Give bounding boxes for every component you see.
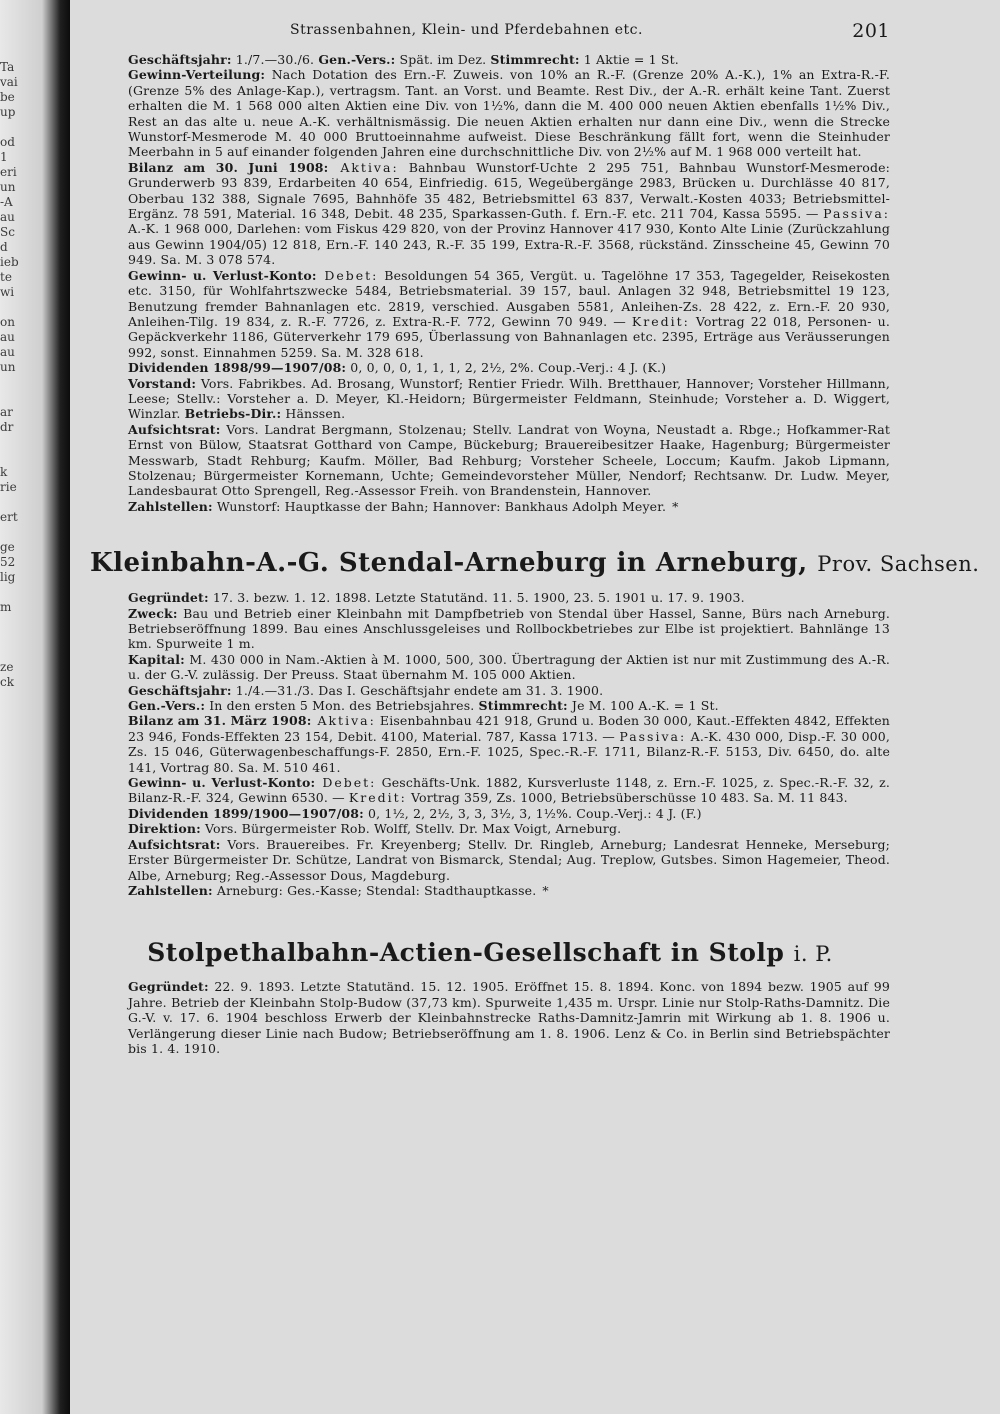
entry-text: 1 Aktie = 1 St. <box>579 52 679 67</box>
entry-paragraph <box>128 606 890 652</box>
entry-label: Zweck: <box>128 605 178 621</box>
margin-fragment: lig <box>0 570 16 584</box>
entry-paragraph <box>128 821 890 836</box>
section-steinhuder-entry <box>90 52 890 514</box>
entry-paragraph <box>128 268 890 360</box>
entry-text: Vortrag 22 018, Personen- u. Gepäckverkehr 1186, Güterverkehr 179 695, Überlassung von Bahnanlagen etc. 2395, Erträge aus Veräusserungen 992, sonst. Einnahmen 5259. Sa. M. 328 618. <box>128 313 890 360</box>
entry-mark: * <box>542 882 549 898</box>
entry-label: Betriebs-Dir.: <box>184 406 282 422</box>
margin-fragment <box>0 615 34 630</box>
entry-label: Gewinn-Verteilung: <box>128 67 266 83</box>
margin-fragment <box>0 120 34 135</box>
margin-fragment: wi <box>0 285 15 299</box>
margin-fragment: ck <box>0 675 14 689</box>
entry-spaced-label: Kredit: <box>348 790 407 806</box>
company-title: Kleinbahn-A.-G. Stendal-Arneburg in Arneburg, <box>90 548 808 579</box>
margin-fragment <box>0 375 34 390</box>
entry-label: Gen.-Vers.: <box>318 52 396 67</box>
entry-mark: * <box>672 498 679 514</box>
entry-label: Gen.-Vers.: <box>128 698 206 714</box>
entry-label: Gegründet: <box>128 590 209 606</box>
entry-paragraph <box>128 590 890 605</box>
entry-text: Vors. Fabrikbes. Ad. Brosang, Wunstorf; Rentier Friedr. Wilh. Bretthauer, Hannover; Vorsteher Hillmann, Leese; Stellv.: Vorsteher a. D. Meyer, Kl.-Heidorn; Bürgermeister Feldmann, Steinhude; Vorsteher a. D. Wiggert, Winzlar. <box>128 375 890 422</box>
margin-fragment <box>0 450 34 465</box>
entry-label: Dividenden 1899/1900—1907/08: <box>128 805 364 821</box>
margin-fragment: eri <box>0 165 17 179</box>
entry-text: 0, 0, 0, 0, 1, 1, 1, 2, 2½, 2%. Coup.-Verj.: 4 J. (K.) <box>346 360 667 376</box>
entry-label: Bilanz am 30. Juni 1908: <box>128 159 329 175</box>
entry-label: Bilanz am 31. März 1908: <box>128 713 312 729</box>
running-head <box>90 18 890 52</box>
entry-label: Dividenden 1898/99—1907/08: <box>128 360 347 376</box>
company-heading-stolpethalbahn <box>90 938 890 967</box>
entry-text: Bahnbau Wunstorf-Uchte 2 295 751, Bahnbau Wunstorf-Mesmerode: Grunderwerb 93 839, Erdarbeiten 40 654, Einfriedig. 615, Wegeübergänge 2983, Brücken u. Durchlässe 40 817, Oberbau 132 388, Signale 7695, Bahnhöfe 35 482, Betriebsmittel 63 837, Verwalt.-Kosten 4033; Betriebsmittel-Ergänz. 78 591, Material. 16 348, Debit. 48 235, Sparkassen-Guth. f. Ern.-F. etc. 211 704, Kassa 5595. — <box>128 159 891 222</box>
margin-fragment: d <box>0 240 8 254</box>
entry-paragraph <box>128 698 890 713</box>
entry-spaced-label: Aktiva: <box>328 159 399 175</box>
entry-text: Spät. im Dez. <box>395 52 491 67</box>
entry-text: Geschäfts-Unk. 1882, Kursverluste 1148, z. Ern.-F. 1025, z. Spec.-R.-F. 32, z. Bilanz-R.-F. 324, Gewinn 6530. — <box>128 775 890 806</box>
margin-fragment: Ta <box>0 60 15 74</box>
entry-text: Vortrag 359, Zs. 1000, Betriebsüberschüsse 10 483. Sa. M. 11 843. <box>406 790 848 806</box>
entry-label: Aufsichtsrat: <box>128 836 221 852</box>
entry-text: Arneburg: Ges.-Kasse; Stendal: Stadthauptkasse. <box>212 882 537 898</box>
entry-text: A.-K. 430 000, Disp.-F. 30 000, Zs. 15 046, Güterwagenbeschaffungs-F. 2850, Ern.-F. 1025, Spec.-R.-F. 1711, Bilanz-R.-F. 5153, Div. 6450, do. alte 141, Vortrag 80. Sa. M. 510 461. <box>128 728 891 775</box>
entry-label: Gewinn- u. Verlust-Konto: <box>128 267 317 283</box>
entry-spaced-label: Kredit: <box>631 313 690 329</box>
page-number: 201 <box>852 20 890 42</box>
entry-paragraph <box>128 499 890 514</box>
company-location: Prov. Sachsen. <box>817 552 980 577</box>
entry-text: 17. 3. bezw. 1. 12. 1898. Letzte Statutänd. 11. 5. 1900, 23. 5. 1901 u. 17. 9. 1903. <box>208 590 745 606</box>
entry-paragraph <box>128 52 890 67</box>
entry-text: In den ersten 5 Mon. des Betriebsjahres. <box>205 698 479 714</box>
entry-paragraph <box>128 979 890 1056</box>
entry-text: Nach Dotation des Ern.-F. Zuweis. von 10% an R.-F. (Grenze 20% A.-K.), 1% an Extra-R.-F. (Grenze 5% des Anlage-Kap.), vertragsm. Tant. an Vorst. und Beamte. Rest Div., der A.-R. erhält keine Tant. Zuerst erhalten die M. 1 568 000 alten Aktien eine Div. von 1½%, dann die M. 400 000 neuen Aktien ebenfalls 1½% Div., Rest an das alte u. neue A.-K. verhältnismässig. Die neuen Aktien erhalten nur dann eine Div., wenn die Strecke Wunstorf-Mesmerode M. 40 000 Bruttoeinnahme aufweist. Diese Beschränkung fällt fort, wenn die Steinhuder Meerbahn in 5 auf einander folgenden Jahren eine durchschnittliche Div. von 2½% auf M. 1 968 000 verteilt hat. <box>128 67 890 160</box>
entry-text: Vors. Landrat Bergmann, Stolzenau; Stellv. Landrat von Woyna, Neustadt a. Rbge.; Hofkammer-Rat Ernst von Bülow, Staatsrat Gotthard von Campe, Bückeburg; Brauereibesitzer Haake, Hagenburg; Bürgermeister Messwarb, Stadt Rehburg; Kaufm. Möller, Bad Rehburg; Vorsteher Scheele, Loccum; Kaufm. Jakob Lipmann, Stolzenau; Bürgermeister Kornemann, Uchte; Gemeindevorsteher Müller, Nendorf; Rechtsanw. Dr. Ludw. Meyer, Landesbaurat Otto Sprengell, Reg.-Assessor Freih. von Brandenstein, Hannover. <box>128 421 890 499</box>
entry-text: Hänssen. <box>281 406 346 422</box>
entry-label: Zahlstellen: <box>128 882 213 898</box>
entry-paragraph <box>128 683 890 698</box>
margin-fragment: au <box>0 330 15 344</box>
document-page <box>90 18 980 1056</box>
entry-paragraph <box>128 883 890 898</box>
margin-fragment: un <box>0 360 16 374</box>
entry-text: Besoldungen 54 365, Vergüt. u. Tagelöhne 17 353, Tagegelder, Reisekosten etc. 3150, für Wohlfahrtszwecke 5484, Betriebsmaterial. 39 157, baul. Anlagen 32 948, Betriebsmittel 19 123, Benutzung fremder Bahnanlagen etc. 2819, verschied. Ausgaben 5581, Anleihen-Zs. 28 422, z. Ern.-F. 20 930, Anleihen-Tilg. 19 834, z. R.-F. 7726, z. Extra-R.-F. 772, Gewinn 70 949. — <box>128 267 891 329</box>
margin-fragment: dr <box>0 420 14 434</box>
margin-fragment: ert <box>0 510 18 524</box>
entry-label: Vorstand: <box>128 375 197 391</box>
entry-paragraph <box>128 806 890 821</box>
running-head-title: Strassenbahnen, Klein- und Pferdebahnen etc. <box>290 22 643 38</box>
entry-text: Vors. Brauereibes. Fr. Kreyenberg; Stellv. Dr. Ringleb, Arneburg; Landesrat Henneke, Merseburg; Erster Bürgermeister Dr. Schütze, Landrat von Bismarck, Stendal; Aug. Treplow, Gutsbes. Simon Hagemeier, Theod. Albe, Arneburg; Reg.-Assessor Dous, Magdeburg. <box>128 836 890 883</box>
margin-fragment: te <box>0 270 12 284</box>
margin-fragment <box>0 390 34 405</box>
entry-paragraph <box>128 160 890 268</box>
entry-text: 0, 1½, 2, 2½, 3, 3, 3½, 3, 1½%. Coup.-Verj.: 4 J. (F.) <box>363 805 702 821</box>
entry-label: Gewinn- u. Verlust-Konto: <box>128 775 316 791</box>
margin-fragment: Sc <box>0 225 15 239</box>
section-stendal-arneburg-entry <box>90 590 890 898</box>
entry-paragraph <box>128 775 890 806</box>
entry-label: Kapital: <box>128 651 185 667</box>
margin-fragment: -A <box>0 195 13 209</box>
entry-label: Stimmrecht: <box>490 52 580 67</box>
margin-fragment: un <box>0 180 16 194</box>
margin-fragment: ze <box>0 660 14 674</box>
entry-paragraph <box>128 652 890 683</box>
entry-spaced-label: Debet: <box>315 775 377 791</box>
entry-paragraph <box>128 360 890 375</box>
margin-fragment: au <box>0 210 15 224</box>
margin-fragment: au <box>0 345 15 359</box>
entry-paragraph <box>128 376 890 422</box>
entry-spaced-label: Passiva: <box>619 728 687 744</box>
entry-label: Aufsichtsrat: <box>128 421 221 437</box>
margin-fragment: ar <box>0 405 13 419</box>
entry-paragraph <box>128 67 890 159</box>
margin-fragment <box>0 645 34 660</box>
margin-fragment: up <box>0 105 16 119</box>
entry-spaced-label: Aktiva: <box>311 713 376 729</box>
margin-fragment: k <box>0 465 8 479</box>
margin-fragment: od <box>0 135 15 149</box>
entry-label: Zahlstellen: <box>128 498 213 514</box>
company-heading-stendal-arneburg <box>90 548 980 579</box>
margin-fragment: m <box>0 600 12 614</box>
entry-label: Geschäftsjahr: <box>128 682 232 698</box>
entry-text: A.-K. 1 968 000, Darlehen: vom Fiskus 429 820, von der Provinz Hannover 417 930, Konto Alte Linie (Zurückzahlung aus Gewinn 1904/05) 12 818, Ern.-F. 140 243, R.-F. 35 199, Extra-R.-F. 3568, rückständ. Zinsscheine 45, Gewinn 70 949. Sa. M. 3 078 574. <box>128 221 890 268</box>
entry-text: M. 430 000 in Nam.-Aktien à M. 1000, 500, 300. Übertragung der Aktien ist nur mit Zustimmung des A.-R. u. der G.-V. zulässig. Der Preuss. Staat übernahm M. 105 000 Aktien. <box>128 651 890 683</box>
entry-label: Stimmrecht: <box>478 698 568 714</box>
adjacent-page-margin <box>0 60 34 690</box>
entry-text: Vors. Bürgermeister Rob. Wolff, Stellv. Dr. Max Voigt, Arneburg. <box>200 821 622 837</box>
entry-label: Gegründet: <box>128 979 209 995</box>
margin-fragment <box>0 300 34 315</box>
entry-text: 22. 9. 1893. Letzte Statutänd. 15. 12. 1905. Eröffnet 15. 8. 1894. Konc. von 1894 bezw. 1905 auf 99 Jahre. Betrieb der Kleinbahn Stolp-Budow (37,73 km). Spurweite 1,435 m. Urspr. Linie nur Stolp-Raths-Damnitz. Die G.-V. v. 17. 6. 1904 beschloss Erwerb der Kleinbahnstrecke Raths-Damnitz-Jamrin mit Wirkung ab 1. 8. 1906 u. Verlängerung dieser Linie nach Budow; Betriebseröffnung am 1. 8. 1906. Lenz & Co. in Berlin sind Betriebspächter bis 1. 4. 1910. <box>128 979 890 1056</box>
entry-text: Eisenbahnbau 421 918, Grund u. Boden 30 000, Kaut.-Effekten 4842, Effekten 23 946, Fonds-Effekten 23 154, Debit. 4100, Material. 787, Kassa 1713. — <box>128 713 890 744</box>
margin-fragment: be <box>0 90 15 104</box>
entry-label: Direktion: <box>128 821 201 837</box>
margin-fragment <box>0 435 34 450</box>
entry-paragraph <box>128 837 890 883</box>
margin-fragment <box>0 495 34 510</box>
entry-paragraph <box>128 422 890 499</box>
margin-fragment: 1 <box>0 150 8 164</box>
entry-text: Je M. 100 A.-K. = 1 St. <box>567 698 719 714</box>
margin-fragment <box>0 525 34 540</box>
margin-fragment: 52 <box>0 555 16 569</box>
margin-fragment: vai <box>0 75 18 89</box>
margin-fragment: ge <box>0 540 15 554</box>
entry-text: 1./4.—31./3. Das I. Geschäftsjahr endete am 31. 3. 1900. <box>231 682 604 698</box>
entry-text: Wunstorf: Hauptkasse der Bahn; Hannover: Bankhaus Adolph Meyer. <box>212 498 667 514</box>
company-location: i. P. <box>793 942 833 967</box>
margin-fragment: ieb <box>0 255 19 269</box>
margin-fragment: rie <box>0 480 17 494</box>
entry-text: Bau und Betrieb einer Kleinbahn mit Dampfbetrieb von Stendal über Hassel, Sanne, Bürs nach Arneburg. Betriebseröffnung 1899. Bau eines Anschlussgeleises und Rollbockbetriebes zur Elbe ist projektiert. Bahnlänge 13 km. Spurweite 1 m. <box>128 605 890 652</box>
margin-fragment <box>0 630 34 645</box>
section-stolpethalbahn-entry <box>90 979 890 1056</box>
margin-fragment: on <box>0 315 15 329</box>
entry-text: 1./7.—30./6. <box>231 52 319 67</box>
entry-spaced-label: Debet: <box>316 267 379 283</box>
margin-fragment <box>0 585 34 600</box>
entry-spaced-label: Passiva: <box>823 206 890 222</box>
entry-paragraph <box>128 713 890 775</box>
entry-label: Geschäftsjahr: <box>128 52 232 67</box>
company-title: Stolpethalbahn-Actien-Gesellschaft in Stolp <box>147 938 785 968</box>
